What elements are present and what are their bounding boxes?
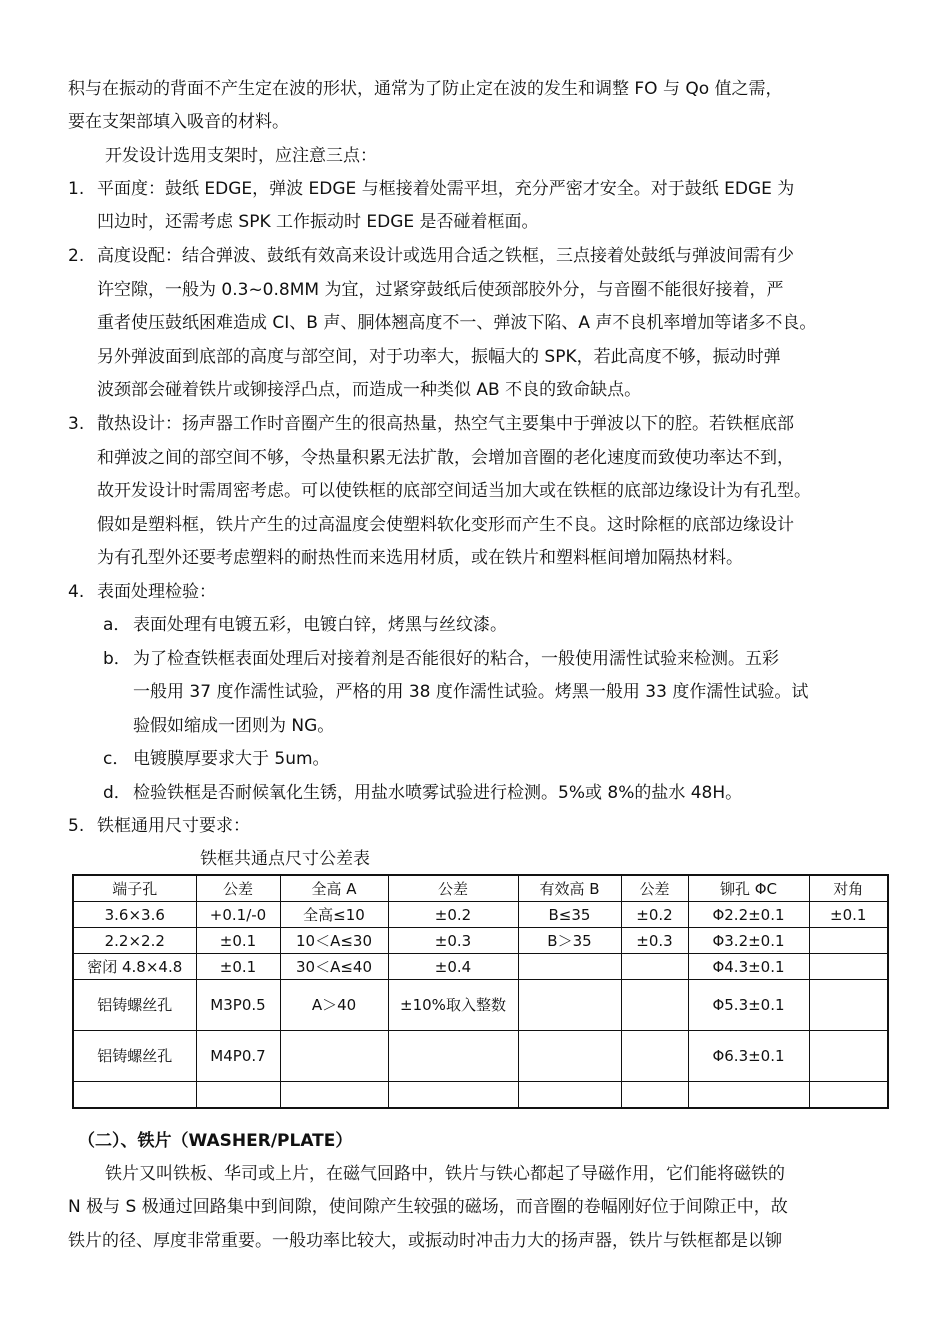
table-cell: Φ3.2±0.1	[688, 928, 809, 954]
item-2-line-1: 高度设配：结合弹波、鼓纸有效高来设计或选用合适之铁框，三点接着处鼓纸与弹波间需有少	[97, 246, 794, 266]
table-cell: ±0.2	[621, 902, 688, 928]
table-header-cell: 公差	[621, 875, 688, 902]
table-header-row	[73, 875, 888, 902]
table-cell: ±10%取入整数	[388, 980, 518, 1031]
table-header-cell: 对角	[809, 875, 888, 902]
item-4a-letter: a．	[103, 615, 131, 635]
table-cell: B≤35	[518, 902, 621, 928]
table-cell: 铝铸螺丝孔	[73, 1031, 196, 1082]
table-cell: ±0.1	[196, 928, 280, 954]
table-cell: 10＜A≤30	[280, 928, 388, 954]
section-2-line-1: 铁片又叫铁板、华司或上片，在磁气回路中，铁片与铁心都起了导磁作用，它们能将磁铁的	[105, 1164, 785, 1184]
item-4d-letter: d．	[103, 783, 131, 803]
item-2-number: 2.	[68, 246, 85, 266]
table-row	[73, 1031, 888, 1082]
table-cell	[280, 1031, 388, 1082]
table-cell	[809, 1082, 888, 1109]
table-cell: 全高≤10	[280, 902, 388, 928]
item-2-line-4: 另外弹波面到底部的高度与部空间，对于功率大，振幅大的 SPK，若此高度不够，振动时弹	[97, 347, 781, 367]
intro-line-1: 积与在振动的背面不产生定在波的形状，通常为了防止定在波的发生和调整 FO 与 Qo 值之需，	[68, 79, 783, 99]
table-cell	[73, 1082, 196, 1109]
table-cell	[688, 1082, 809, 1109]
table-cell	[518, 1082, 621, 1109]
table-row	[73, 980, 888, 1031]
table-cell	[388, 1031, 518, 1082]
table-cell: Φ4.3±0.1	[688, 954, 809, 980]
table-row	[73, 1082, 888, 1109]
table-cell	[518, 1031, 621, 1082]
table-cell: +0.1/-0	[196, 902, 280, 928]
table-cell	[809, 928, 888, 954]
item-3-line-4: 假如是塑料框，铁片产生的过高温度会使塑料软化变形而产生不良。这时除框的底部边缘设计	[97, 515, 794, 535]
table-cell: M3P0.5	[196, 980, 280, 1031]
table-cell: Φ2.2±0.1	[688, 902, 809, 928]
table-cell: 铝铸螺丝孔	[73, 980, 196, 1031]
item-3-line-5: 为有孔型外还要考虑塑料的耐热性而来选用材质，或在铁片和塑料框间增加隔热材料。	[97, 548, 743, 568]
table-header-cell: 端子孔	[73, 875, 196, 902]
item-4-line-1: 表面处理检验：	[97, 582, 216, 602]
item-4b-line-1: 为了检查铁框表面处理后对接着剂是否能很好的粘合，一般使用濡性试验来检测。五彩	[133, 649, 779, 669]
table-cell	[518, 954, 621, 980]
table-caption: 铁框共通点尺寸公差表	[200, 849, 370, 869]
table-cell: 3.6×3.6	[73, 902, 196, 928]
item-3-line-3: 故开发设计时需周密考虑。可以使铁框的底部空间适当加大或在铁框的底部边缘设计为有孔型。	[97, 481, 811, 501]
table-cell: ±0.4	[388, 954, 518, 980]
table-header-cell: 公差	[196, 875, 280, 902]
item-3-line-1: 散热设计：扬声器工作时音圈产生的很高热量，热空气主要集中于弹波以下的腔。若铁框底部	[97, 414, 794, 434]
table-cell: 2.2×2.2	[73, 928, 196, 954]
table-cell	[621, 1082, 688, 1109]
item-1-number: 1.	[68, 179, 85, 199]
item-4b-line-2: 一般用 37 度作濡性试验，严格的用 38 度作濡性试验。烤黑一般用 33 度作濡性试验。试	[133, 682, 809, 702]
intro-line-3: 开发设计选用支架时，应注意三点：	[105, 146, 377, 166]
section-2-line-2: N 极与 S 极通过回路集中到间隙，使间隙产生较强的磁场，而音圈的卷幅刚好位于间隙正中，故	[68, 1197, 788, 1217]
item-1-line-2: 凹边时，还需考虑 SPK 工作振动时 EDGE 是否碰着框面。	[97, 212, 539, 232]
table-row	[73, 954, 888, 980]
table-cell: 30＜A≤40	[280, 954, 388, 980]
tolerance-table	[72, 874, 889, 1109]
table-cell	[809, 980, 888, 1031]
table-cell: ±0.1	[809, 902, 888, 928]
table-cell	[388, 1082, 518, 1109]
table-header-cell: 铆孔 ΦC	[688, 875, 809, 902]
table-cell	[280, 1082, 388, 1109]
table-cell: Φ6.3±0.1	[688, 1031, 809, 1082]
item-3-number: 3.	[68, 414, 85, 434]
table-cell	[621, 1031, 688, 1082]
table-header-cell: 全高 A	[280, 875, 388, 902]
table-cell	[621, 980, 688, 1031]
intro-line-2: 要在支架部填入吸音的材料。	[68, 112, 289, 132]
table-header-cell: 有效高 B	[518, 875, 621, 902]
item-4b-line-3: 验假如缩成一团则为 NG。	[133, 716, 335, 736]
item-2-line-5: 波颈部会碰着铁片或铆接浮凸点，而造成一种类似 AB 不良的致命缺点。	[97, 380, 642, 400]
table-header-cell: 公差	[388, 875, 518, 902]
table-cell: ±0.3	[621, 928, 688, 954]
table-cell: A＞40	[280, 980, 388, 1031]
table-row	[73, 928, 888, 954]
item-1-line-1: 平面度：鼓纸 EDGE，弹波 EDGE 与框接着处需平坦，充分严密才安全。对于鼓纸 EDGE 为	[97, 179, 795, 199]
table-cell	[518, 980, 621, 1031]
section-2-line-3: 铁片的径、厚度非常重要。一般功率比较大，或振动时冲击力大的扬声器，铁片与铁框都是以铆	[68, 1231, 782, 1251]
item-2-line-3: 重者使压鼓纸困难造成 CI、B 声、胴体翘高度不一、弹波下陷、A 声不良机率增加等诸多不良。	[97, 313, 817, 333]
table-cell: M4P0.7	[196, 1031, 280, 1082]
item-5-number: 5.	[68, 816, 85, 836]
table-cell: 密闭 4.8×4.8	[73, 954, 196, 980]
item-4-number: 4.	[68, 582, 85, 602]
item-4c-line-1: 电镀膜厚要求大于 5um。	[133, 749, 330, 769]
table-cell: ±0.2	[388, 902, 518, 928]
table-cell: ±0.1	[196, 954, 280, 980]
table-cell	[621, 954, 688, 980]
item-3-line-2: 和弹波之间的部空间不够，令热量积累无法扩散，会增加音圈的老化速度而致使功率达不到，	[97, 448, 794, 468]
item-4a-line-1: 表面处理有电镀五彩，电镀白锌，烤黑与丝纹漆。	[133, 615, 507, 635]
table-cell: ±0.3	[388, 928, 518, 954]
table-row	[73, 902, 888, 928]
item-4b-letter: b．	[103, 649, 131, 669]
table-cell: B＞35	[518, 928, 621, 954]
item-2-line-2: 许空隙，一般为 0.3~0.8MM 为宜，过紧穿鼓纸后使颈部胶外分，与音圈不能很好接着，严	[97, 280, 784, 300]
table-cell	[809, 1031, 888, 1082]
item-4d-line-1: 检验铁框是否耐候氧化生锈，用盐水喷雾试验进行检测。5%或 8%的盐水 48H。	[133, 783, 743, 803]
item-5-line-1: 铁框通用尺寸要求：	[97, 816, 250, 836]
section-2-heading: （二）、铁片（WASHER/PLATE）	[78, 1131, 353, 1151]
table-cell	[196, 1082, 280, 1109]
table-cell	[809, 954, 888, 980]
item-4c-letter: c．	[103, 749, 130, 769]
table-cell: Φ5.3±0.1	[688, 980, 809, 1031]
